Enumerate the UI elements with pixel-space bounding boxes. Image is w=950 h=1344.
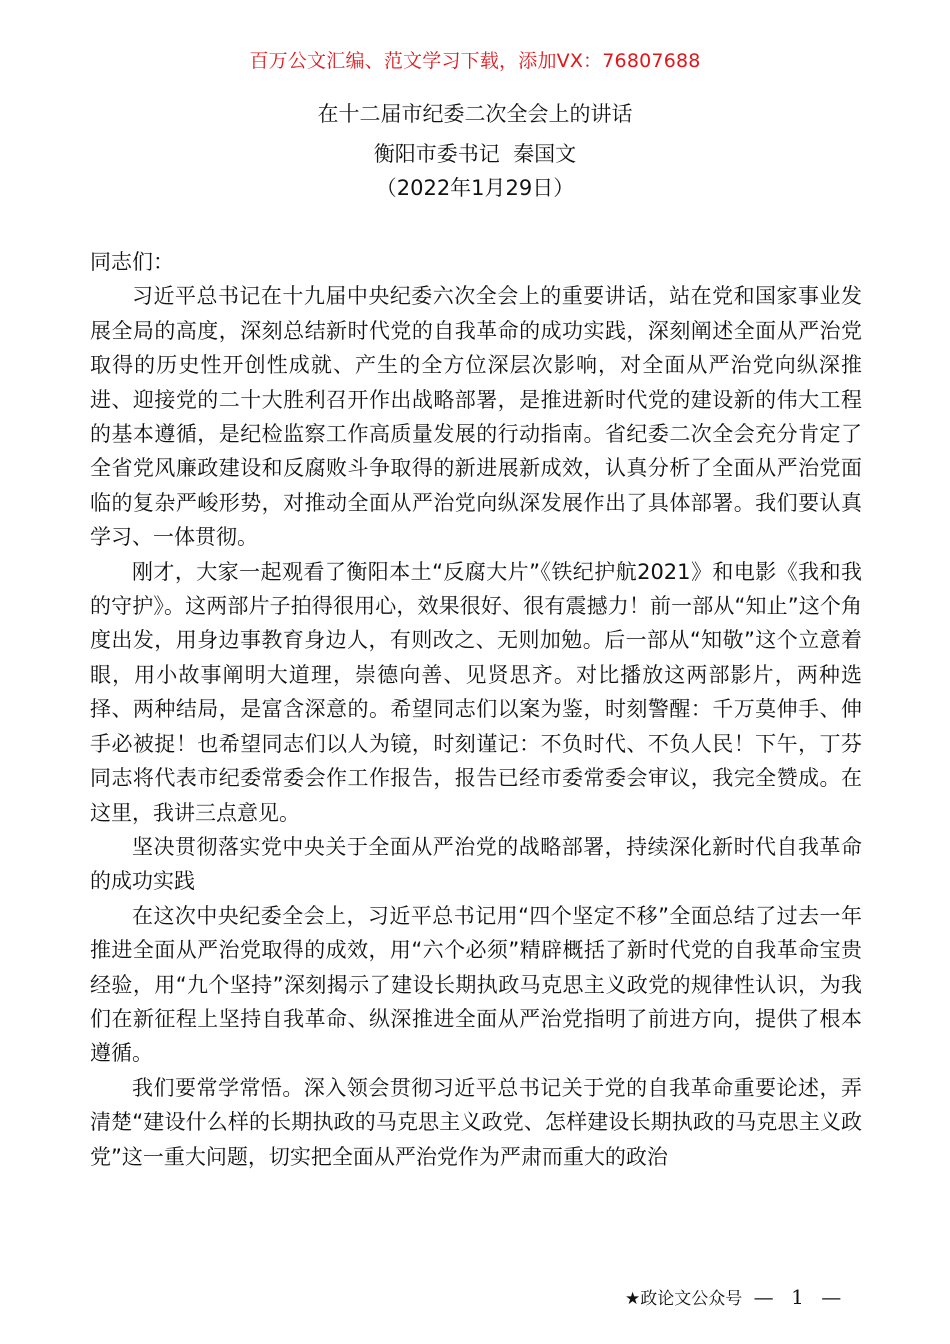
footer-source: ★政论文公众号 xyxy=(625,1289,743,1309)
promo-banner: 百万公文汇编、范文学习下载，添加VX：76807688 xyxy=(249,50,701,72)
paragraph-4: 我们要常学常悟。深入领会贯彻习近平总书记关于党的自我革命重要论述，弄清楚“建设什么样的长期执政的马克思主义政党、怎样建设长期执政的马克思主义政党”这一重大问题，切实把全面从严治党作为严肃而重大的政治 xyxy=(90,1075,862,1169)
speech-body xyxy=(90,245,862,1174)
speech-author: 衡阳市委书记 秦国文 xyxy=(373,142,577,166)
speech-title: 在十二届市纪委二次全会上的讲话 xyxy=(317,102,633,126)
footer-dash-left: — xyxy=(753,1285,774,1309)
section-heading-1: 坚决贯彻落实党中央关于全面从严治党的战略部署，持续深化新时代自我革命的成功实践 xyxy=(90,834,862,894)
paragraph-3: 在这次中央纪委全会上，习近平总书记用“四个坚定不移”全面总结了过去一年推进全面从严治党取得的成效，用“六个必须”精辟概括了新时代党的自我革命宝贵经验，用“九个坚持”深刻揭示了建设长期执政马克思主义政党的规律性认识，为我们在新征程上坚持自我革命、纵深推进全面从严治党指明了前进方向，提供了根本遵循。 xyxy=(90,903,862,1066)
page-footer xyxy=(625,1284,847,1309)
paragraph-2: 刚才，大家一起观看了衡阳本土“反腐大片”《铁纪护航2021》和电影《我和我的守护》。这两部片子拍得很用心，效果很好、很有震撼力！前一部从“知止”这个角度出发，用身边事教育身边人，有则改之、无则加勉。后一部从“知敬”这个立意着眼，用小故事阐明大道理，崇德向善、见贤思齐。对比播放这两部影片，两种选择、两种结局，是富含深意的。希望同志们以案为鉴，时刻警醒：千万莫伸手、伸手必被捉！也希望同志们以人为镜，时刻谨记：不负时代、不负人民！下午，丁芬同志将代表市纪委常委会作工作报告，报告已经市委常委会审议，我完全赞成。在这里，我讲三点意见。 xyxy=(90,559,862,825)
page-number: 1 xyxy=(791,1285,804,1309)
footer-dash-right: — xyxy=(821,1285,842,1309)
speech-date: （2022年1月29日） xyxy=(375,176,575,200)
salutation: 同志们： xyxy=(90,250,174,274)
paragraph-1: 习近平总书记在十九届中央纪委六次全会上的重要讲话，站在党和国家事业发展全局的高度，深刻总结新时代党的自我革命的成功实践，深刻阐述全面从严治党取得的历史性开创性成就、产生的全方位深层次影响，对全面从严治党向纵深推进、迎接党的二十大胜利召开作出战略部署，是推进新时代党的建设新的伟大工程的基本遵循，是纪检监察工作高质量发展的行动指南。省纪委二次全会充分肯定了全省党风廉政建设和反腐败斗争取得的新进展新成效，认真分析了全面从严治党面临的复杂严峻形势，对推动全面从严治党向纵深发展作出了具体部署。我们要认真学习、一体贯彻。 xyxy=(90,284,862,550)
